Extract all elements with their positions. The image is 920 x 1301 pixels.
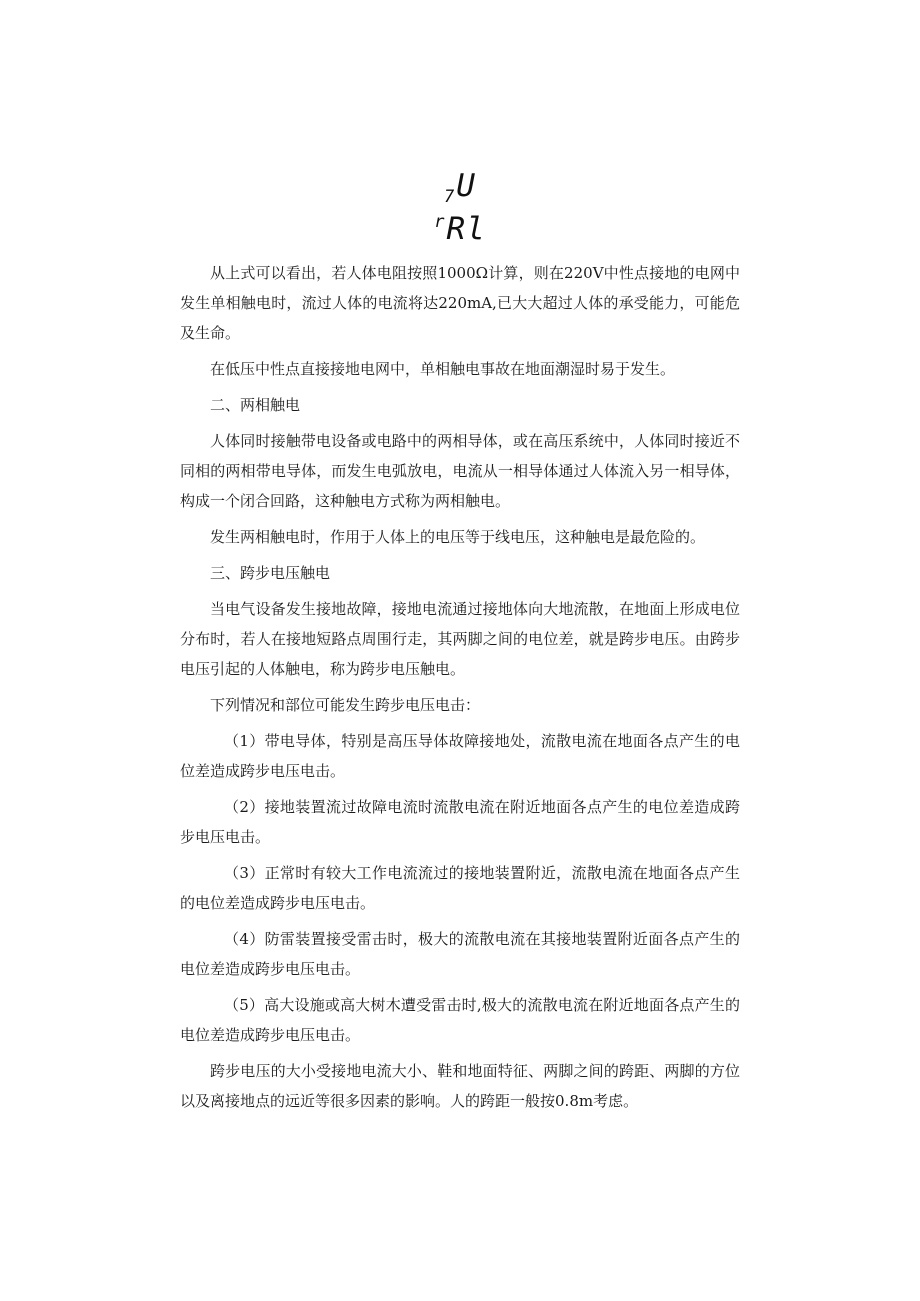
list-item-case-3: （3）正常时有较大工作电流流过的接地装置附近，流散电流在地面各点产生的电位差造成跨步电压电击。 [180, 864, 740, 912]
list-item-case-2: （2）接地装置流过故障电流时流散电流在附近地面各点产生的电位差造成跨步电压电击。 [180, 798, 740, 846]
list-item-case-5: （5）高大设施或高大树木遭受雷击时,极大的流散电流在附近地面各点产生的电位差造成跨步电压电击。 [180, 996, 740, 1044]
list-item-case-4: （4）防雷装置接受雷击时，极大的流散电流在其接地装置附近面各点产生的电位差造成跨步电压电击。 [180, 930, 740, 978]
paragraph-step-voltage-definition: 当电气设备发生接地故障，接地电流通过接地体向大地流散，在地面上形成电位分布时，若人在接地短路点周围行走，其两脚之间的电位差，就是跨步电压。由跨步电压引起的人体触电，称为跨步电压触电。 [180, 600, 740, 678]
formula-numerator [0, 168, 920, 207]
formula-superscript: r [434, 212, 445, 232]
formula-voltage-symbol: U [456, 168, 476, 204]
paragraph-step-voltage-factors: 跨步电压的大小受接地电流大小、鞋和地面特征、两脚之间的跨距、两脚的方位以及离接地点的远近等很多因素的影响。人的跨距一般按0.8m考虑。 [180, 1062, 740, 1110]
paragraph-two-phase-danger: 发生两相触电时，作用于人体上的电压等于线电压，这种触电是最危险的。 [210, 528, 706, 546]
list-item-case-1: （1）带电导体，特别是高压导体故障接地处，流散电流在地面各点产生的电位差造成跨步电压电击。 [180, 732, 740, 780]
paragraph-two-phase-definition: 人体同时接触带电设备或电路中的两相导体，或在高压系统中，人体同时接近不同相的两相带电导体，而发生电弧放电，电流从一相导体通过人体流入另一相导体，构成一个闭合回路，这种触电方式称为两相触电。 [180, 432, 740, 510]
section-heading-two-phase: 二、两相触电 [210, 396, 301, 414]
document-body [180, 258, 740, 1116]
section-heading-step-voltage: 三、跨步电压触电 [210, 564, 331, 582]
formula-resistance-symbol: Rl [446, 211, 486, 247]
paragraph-current-analysis: 从上式可以看出，若人体电阻按照1000Ω计算，则在220V中性点接地的电网中发生单相触电时，流过人体的电流将达220mA,已大大超过人体的承受能力，可能危及生命。 [180, 264, 740, 342]
formula-subscript: 7 [444, 187, 455, 207]
formula-denominator [0, 211, 920, 247]
paragraph-step-voltage-cases-intro: 下列情况和部位可能发生跨步电压电击： [210, 696, 481, 714]
paragraph-low-voltage-note: 在低压中性点直接接地电网中，单相触电事故在地面潮湿时易于发生。 [210, 360, 676, 378]
